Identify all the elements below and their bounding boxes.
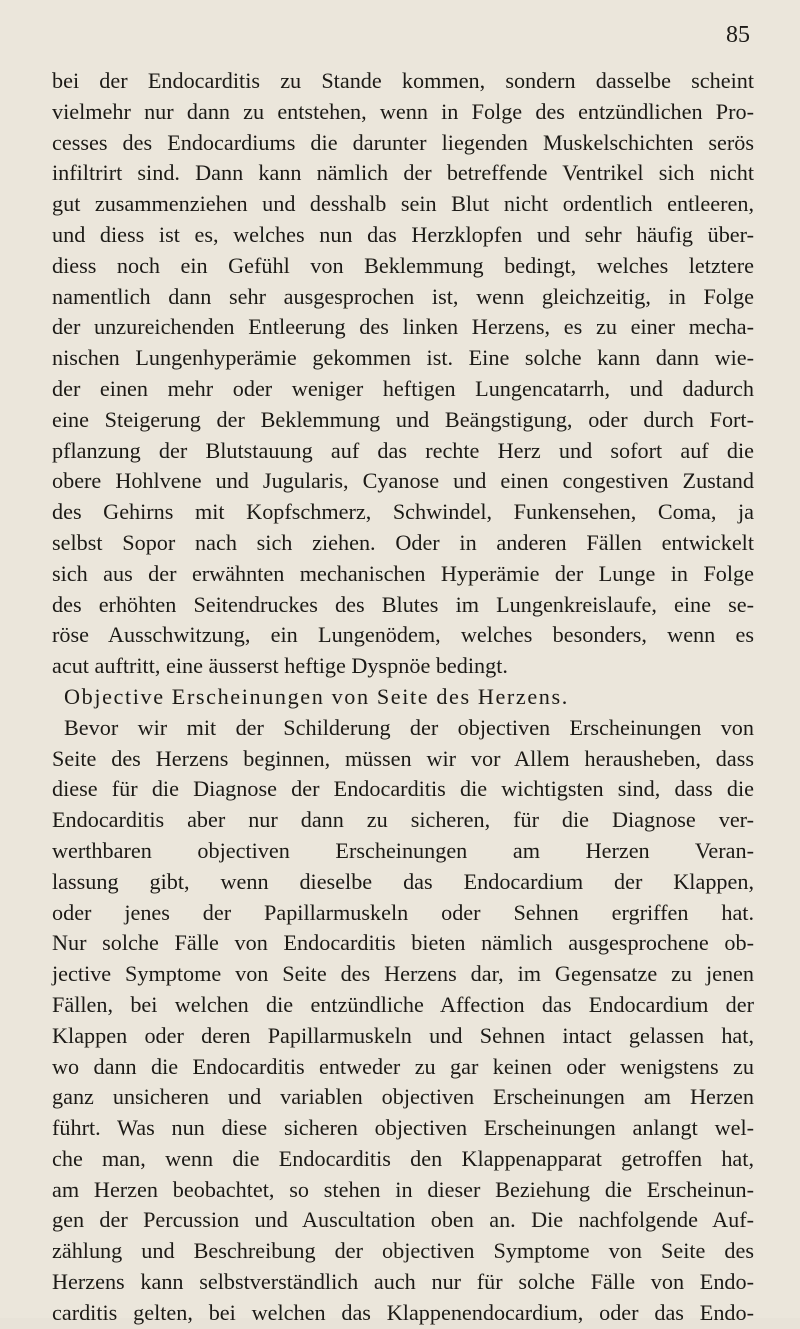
text-line: ganz unsicheren und variablen objectiven Erscheinungen am Herzen xyxy=(52,1084,754,1110)
text-line: des erhöhten Seitendruckes des Blutes im Lungenkreislaufe, eine se- xyxy=(52,591,754,617)
text-line: cesses des Endocardiums die darunter liegenden Muskelschichten serös xyxy=(52,129,754,155)
text-line: sich aus der erwähnten mechanischen Hyperämie der Lunge in Folge xyxy=(52,560,754,586)
text-line: Bevor wir mit der Schilderung der objectiven Erscheinungen von xyxy=(64,714,754,740)
text-line: nischen Lungenhyperämie gekommen ist. Eine solche kann dann wie- xyxy=(52,345,754,371)
text-line: namentlich dann sehr ausgesprochen ist, wenn gleichzeitig, in Folge xyxy=(52,283,754,309)
page-number: 85 xyxy=(726,22,750,48)
text-line: zählung und Beschreibung der objectiven Symptome von Seite des xyxy=(52,1238,754,1264)
text-line: Nur solche Fälle von Endocarditis bieten nämlich ausgesprochene ob- xyxy=(52,930,754,956)
text-line: carditis gelten, bei welchen das Klappenendocardium, oder das Endo- xyxy=(52,1299,754,1325)
text-line: wo dann die Endocarditis entweder zu gar keinen oder wenigstens zu xyxy=(52,1053,754,1079)
text-line: röse Ausschwitzung, ein Lungenödem, welches besonders, wenn es xyxy=(52,622,754,648)
text-line: eine Steigerung der Beklemmung und Beängstigung, oder durch Fort- xyxy=(52,406,754,432)
text-line: am Herzen beobachtet, so stehen in dieser Beziehung die Erscheinun- xyxy=(52,1176,754,1202)
text-line: Herzens kann selbstverständlich auch nur für solche Fälle von Endo- xyxy=(52,1269,754,1295)
text-line: und diess ist es, welches nun das Herzklopfen und sehr häufig über- xyxy=(52,221,754,247)
text-line: oder jenes der Papillarmuskeln oder Sehnen ergriffen hat. xyxy=(52,899,754,925)
text-line: Endocarditis aber nur dann zu sicheren, für die Diagnose ver- xyxy=(52,807,754,833)
text-line: der unzureichenden Entleerung des linken Herzens, es zu einer mecha- xyxy=(52,314,754,340)
text-line: Seite des Herzens beginnen, müssen wir vor Allem herausheben, dass xyxy=(52,745,754,771)
text-line: führt. Was nun diese sicheren objectiven Erscheinungen anlangt wel- xyxy=(52,1115,754,1141)
text-line: pflanzung der Blutstauung auf das rechte Herz und sofort auf die xyxy=(52,437,754,463)
text-line: vielmehr nur dann zu entstehen, wenn in Folge des entzündlichen Pro- xyxy=(52,98,754,124)
text-line: selbst Sopor nach sich ziehen. Oder in anderen Fällen entwickelt xyxy=(52,529,754,555)
text-line: acut auftritt, eine äusserst heftige Dyspnöe bedingt. xyxy=(52,653,508,679)
text-line: gen der Percussion und Auscultation oben an. Die nachfolgende Auf- xyxy=(52,1207,754,1233)
text-line: werthbaren objectiven Erscheinungen am Herzen Veran- xyxy=(52,837,754,863)
text-line: obere Hohlvene und Jugularis, Cyanose und einen congestiven Zustand xyxy=(52,468,754,494)
text-line: jective Symptome von Seite des Herzens dar, im Gegensatze zu jenen xyxy=(52,961,754,987)
text-line: infiltrirt sind. Dann kann nämlich der betreffende Ventrikel sich nicht xyxy=(52,160,754,186)
text-line: diess noch ein Gefühl von Beklemmung bedingt, welches letztere xyxy=(52,252,754,278)
text-line: bei der Endocarditis zu Stande kommen, sondern dasselbe scheint xyxy=(52,68,754,93)
text-line: che man, wenn die Endocarditis den Klappenapparat getroffen hat, xyxy=(52,1145,754,1171)
text-line: Fällen, bei welchen die entzündliche Affection das Endocardium der xyxy=(52,991,754,1017)
text-line: lassung gibt, wenn dieselbe das Endocardium der Klappen, xyxy=(52,868,754,894)
section-heading: Objective Erscheinungen von Seite des Herzens. xyxy=(64,683,569,709)
text-line: des Gehirns mit Kopfschmerz, Schwindel, Funkensehen, Coma, ja xyxy=(52,499,754,525)
text-line: der einen mehr oder weniger heftigen Lungencatarrh, und dadurch xyxy=(52,375,754,401)
text-line: diese für die Diagnose der Endocarditis die wichtigsten sind, dass die xyxy=(52,776,754,802)
text-line: Klappen oder deren Papillarmuskeln und Sehnen intact gelassen hat, xyxy=(52,1022,754,1048)
text-line: gut zusammenziehen und desshalb sein Blut nicht ordentlich entleeren, xyxy=(52,191,754,217)
body-text xyxy=(52,66,754,1329)
